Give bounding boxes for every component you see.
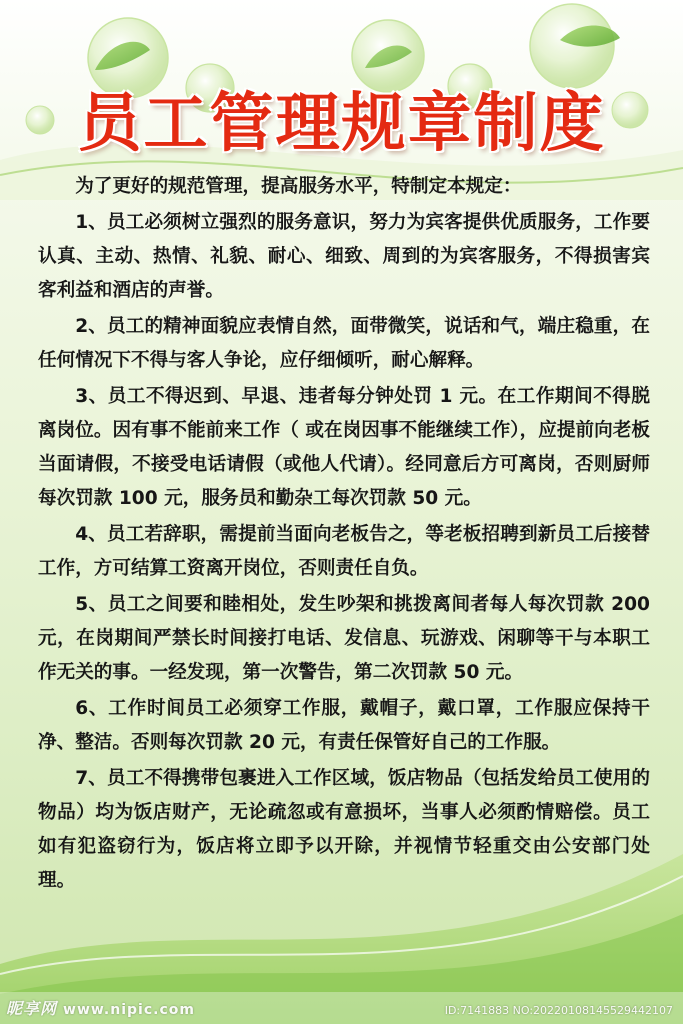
watermark-bar bbox=[0, 992, 683, 1024]
regulation-body bbox=[38, 170, 650, 898]
rule-4: 4、员工若辞职，需提前当面向老板告之，等老板招聘到新员工后接替工作，方可结算工资离开岗位，否则责任自负。 bbox=[38, 524, 650, 579]
site-logo-text: 昵享网 bbox=[6, 999, 58, 1018]
page-title: 员工管理规章制度 bbox=[77, 87, 606, 161]
rule-7: 7、员工不得携带包裹进入工作区域，饭店物品（包括发给员工使用的物品）均为饭店财产，无论疏忽或有意损坏，当事人必须酌情赔偿。员工如有犯盗窃行为，饭店将立即予以开除，并视情节轻重交由公安部门处理。 bbox=[38, 768, 650, 891]
rule-6: 6、工作时间员工必须穿工作服，戴帽子，戴口罩，工作服应保持干净、整洁。否则每次罚款 20 元，有责任保管好自己的工作服。 bbox=[38, 698, 650, 753]
rule-1: 1、员工必须树立强烈的服务意识，努力为宾客提供优质服务，工作要认真、主动、热情、礼貌、耐心、细致、周到的为宾客服务，不得损害宾客利益和酒店的声誉。 bbox=[38, 212, 650, 301]
intro-text: 为了更好的规范管理，提高服务水平，特制定本规定： bbox=[75, 176, 522, 197]
rule-5: 5、员工之间要和睦相处，发生吵架和挑拨离间者每人每次罚款 200 元，在岗期间严禁长时间接打电话、发信息、玩游戏、闲聊等干与本职工作无关的事。一经发现，第一次警告，第二次罚款 50 元。 bbox=[38, 594, 650, 683]
site-url: www.nipic.com bbox=[63, 1002, 195, 1018]
rule-2: 2、员工的精神面貌应表情自然，面带微笑，说话和气，端庄稳重，在任何情况下不得与客人争论，应仔细倾听，耐心解释。 bbox=[38, 316, 650, 371]
site-logo bbox=[6, 996, 195, 1019]
image-id: ID:7141883 NO:20220108145529442107 bbox=[444, 1004, 673, 1017]
rule-3: 3、员工不得迟到、早退、违者每分钟处罚 1 元。在工作期间不得脱离岗位。因有事不能前来工作（ 或在岗因事不能继续工作），应提前向老板当面请假，不接受电话请假（或他人代请）。经同意后方可离岗，否则厨师每次罚款 100 元，服务员和勤杂工每次罚款 50 元。 bbox=[38, 386, 650, 509]
